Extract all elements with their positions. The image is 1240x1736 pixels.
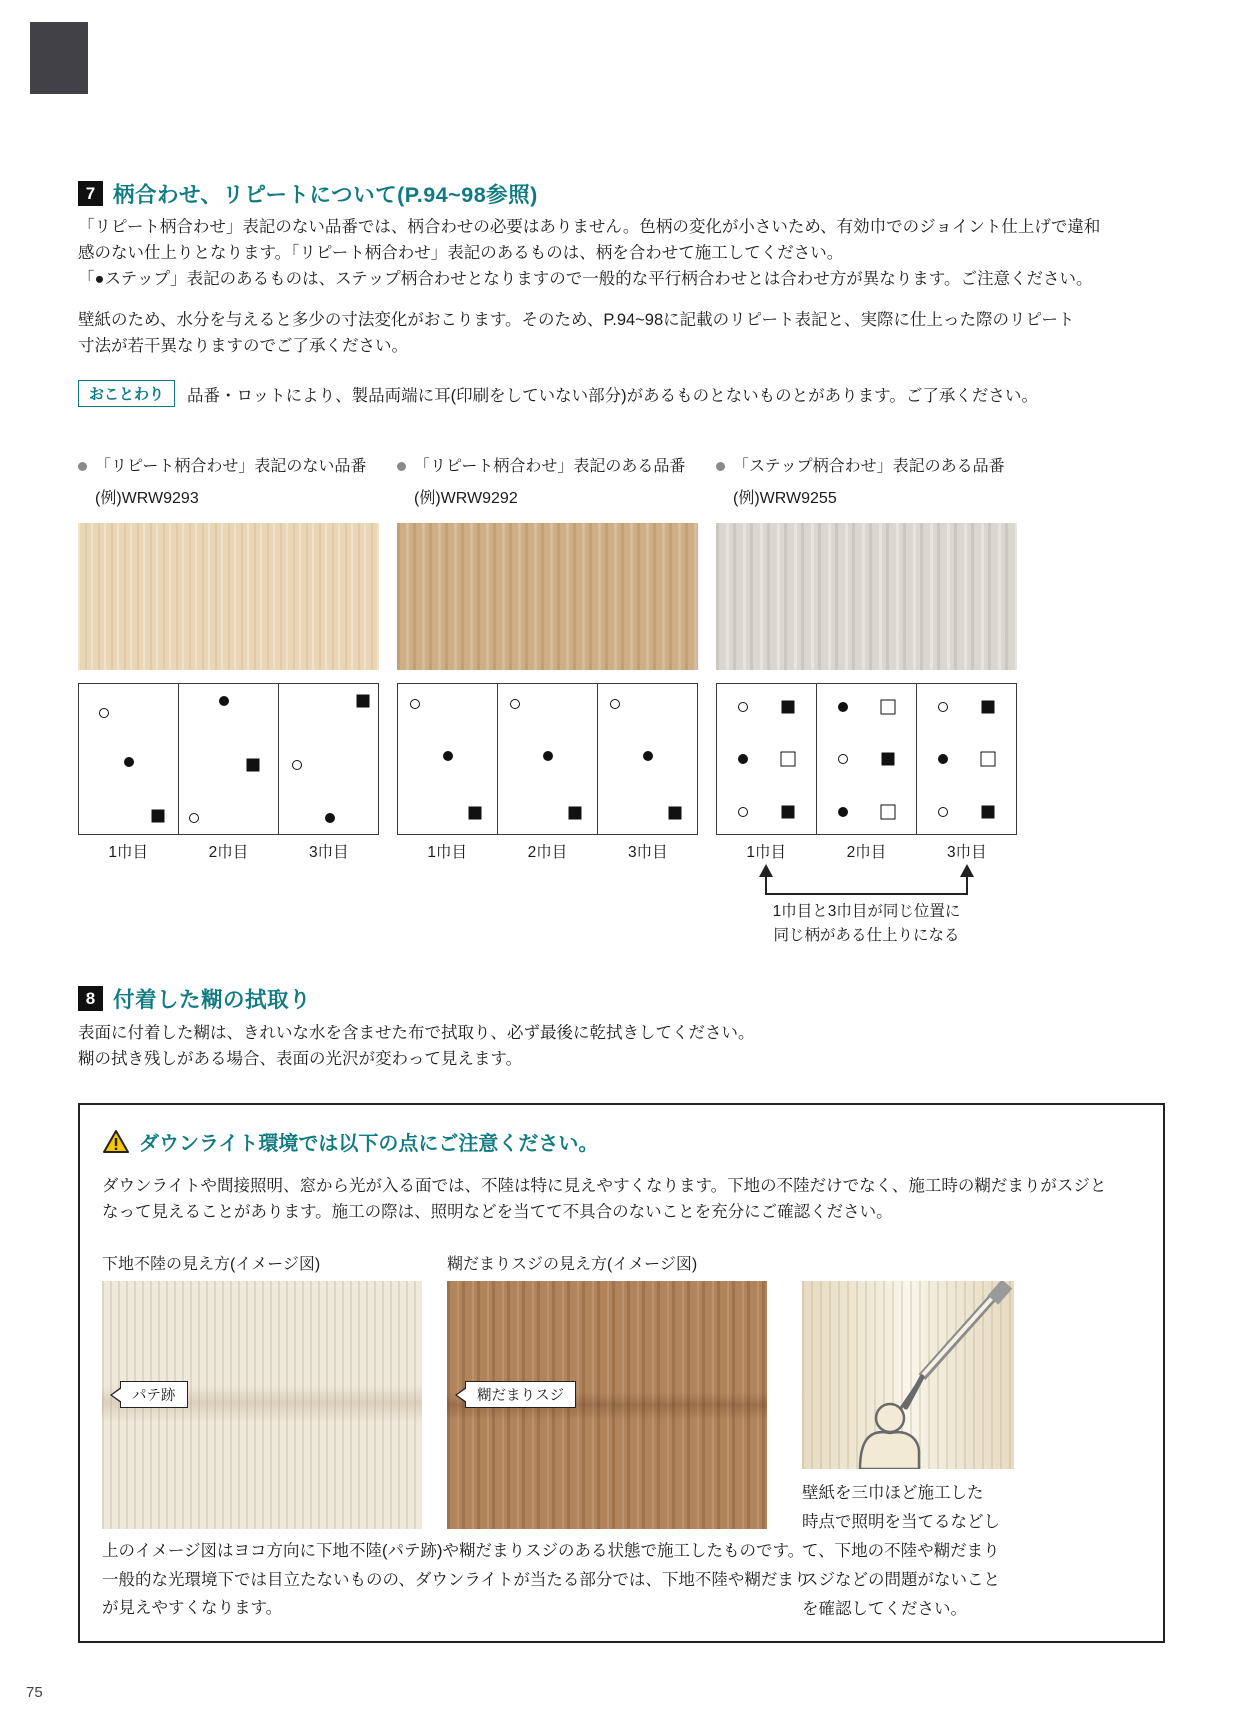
section8-title: 付着した糊の拭取り [113, 988, 312, 1012]
marker-square-filled-icon [882, 753, 895, 766]
same-position-bracket-arrows-icon [716, 864, 1017, 898]
marker-square-filled-icon [782, 805, 795, 818]
strip-labels [716, 840, 1017, 862]
column-heading-text: 「リピート柄合わせ」表記のない品番 [95, 458, 367, 475]
section7-heading [78, 178, 538, 209]
marker-square-filled-icon [152, 810, 165, 823]
warning-title-text: ダウンライト環境では以下の点にご注意ください。 [139, 1133, 599, 1155]
page-corner-mark [30, 22, 88, 94]
paragraph-line: 一般的な光環境下では目立たないものの、ダウンライトが当たる部分では、下地不陸や糊だまり [102, 1570, 811, 1589]
example-code: (例)WRW9255 [733, 490, 837, 507]
marker-circle-filled-icon [643, 751, 653, 761]
wallpaper-texture-sample [78, 523, 379, 670]
installer-check-image [802, 1281, 1014, 1469]
bullet-icon [716, 462, 725, 471]
example-code: (例)WRW9292 [414, 490, 518, 507]
diagram-panel [716, 683, 817, 835]
pattern-diagram [78, 683, 379, 835]
paragraph-line: なって見えることがあります。施工の際は、照明などを当てて不具合のないことを充分にご確認ください。 [102, 1203, 893, 1221]
strip-label: 1巾目 [746, 844, 786, 861]
marker-circle-filled-icon [443, 751, 453, 761]
strip-labels [78, 840, 379, 862]
marker-circle-filled-icon [838, 702, 848, 712]
marker-circle-open-icon [610, 699, 620, 709]
example-column-wrw9255 [716, 456, 1017, 948]
example-column-wrw9292 [397, 456, 698, 948]
marker-square-filled-icon [669, 807, 682, 820]
warning-bottom-paragraph [102, 1537, 810, 1623]
step-annotation [716, 900, 1017, 948]
paragraph-line: 「リピート柄合わせ」表記のない品番では、柄合わせの必要はありません。色柄の変化が小さいため、有効巾でのジョイント仕上げで違和 [78, 218, 1101, 236]
putty-mark-tag: パテ跡 [120, 1381, 188, 1408]
diagram-panel [916, 683, 1017, 835]
example-column-wrw9293 [78, 456, 379, 948]
paragraph-line: が見えやすくなります。 [102, 1599, 283, 1617]
column-heading-text: 「リピート柄合わせ」表記のある品番 [414, 458, 686, 475]
marker-circle-open-icon [938, 702, 948, 712]
column-heading [397, 456, 698, 477]
glue-streak-tag: 糊だまりスジ [465, 1381, 576, 1408]
diagram-panel [816, 683, 917, 835]
marker-circle-open-icon [410, 699, 420, 709]
section7-paragraph2 [78, 307, 1074, 359]
annotation-line: 1巾目と3巾目が同じ位置に [772, 903, 961, 920]
marker-circle-filled-icon [325, 813, 335, 823]
example-code: (例)WRW9293 [95, 490, 199, 507]
paragraph-line: を確認してください。 [802, 1600, 967, 1618]
annotation-line: 同じ柄がある仕上りになる [773, 927, 960, 944]
warning-body [102, 1173, 1106, 1225]
paragraph-line: スジなどの問題がないこと [802, 1571, 1000, 1589]
paragraph-line: 壁紙を三巾ほど施工した [802, 1484, 984, 1502]
strip-label: 2巾目 [846, 844, 887, 861]
marker-square-open-icon [881, 804, 896, 819]
diagram-panel [497, 683, 598, 835]
section8-heading [78, 983, 311, 1014]
marker-circle-open-icon [292, 760, 302, 770]
pattern-diagram [716, 683, 1017, 835]
section7-paragraph1 [78, 214, 1100, 292]
paragraph-line: 上のイメージ図はヨコ方向に下地不陸(パテ跡)や糊だまりスジのある状態で施工したものです。 [102, 1542, 805, 1560]
strip-label: 1巾目 [427, 844, 467, 861]
diagram-panel [178, 683, 279, 835]
marker-square-open-icon [781, 752, 796, 767]
section7-title: 柄合わせ、リピートについて(P.94~98参照) [113, 183, 538, 207]
paragraph-line: 時点で照明を当てるなどし [802, 1513, 1000, 1531]
paragraph-line: 壁紙のため、水分を与えると多少の寸法変化がおこります。そのため、P.94~98に記載のリピート表記と、実際に仕上った際のリピート [78, 311, 1075, 329]
marker-circle-filled-icon [938, 754, 948, 764]
marker-square-open-icon [881, 699, 896, 714]
paragraph-line: ダウンライトや間接照明、窓から光が入る面では、不陸は特に見えやすくなります。下地の不陸だけでなく、施工時の糊だまりがスジと [102, 1177, 1107, 1195]
bullet-icon [78, 462, 87, 471]
marker-circle-open-icon [738, 807, 748, 817]
putty-mark-image [102, 1281, 422, 1529]
paragraph-line: 寸法が若干異なりますのでご了承ください。 [78, 337, 408, 355]
marker-square-filled-icon [982, 700, 995, 713]
pattern-diagram [397, 683, 698, 835]
bullet-icon [397, 462, 406, 471]
column-heading-text: 「ステップ柄合わせ」表記のある品番 [733, 458, 1005, 475]
strip-label: 3巾目 [309, 844, 349, 861]
image-caption-putty: 下地不陸の見え方(イメージ図) [102, 1256, 321, 1273]
glue-streak-image [447, 1281, 767, 1529]
section8-paragraph [78, 1020, 755, 1072]
strip-label: 2巾目 [527, 844, 568, 861]
page-number: 75 [26, 1684, 43, 1701]
column-heading [716, 456, 1017, 477]
marker-circle-open-icon [838, 754, 848, 764]
installer-check-description [802, 1479, 1000, 1624]
marker-circle-open-icon [738, 702, 748, 712]
marker-square-filled-icon [982, 805, 995, 818]
diagram-panel [278, 683, 379, 835]
notice-row [78, 380, 1038, 407]
marker-circle-filled-icon [124, 757, 134, 767]
paragraph-line: 感のない仕上りとなります。「リピート柄合わせ」表記のあるものは、柄を合わせて施工してください。 [78, 244, 844, 262]
warning-icon [102, 1129, 130, 1155]
marker-circle-filled-icon [219, 696, 229, 706]
diagram-panel [78, 683, 179, 835]
strip-label: 1巾目 [108, 844, 148, 861]
marker-circle-open-icon [189, 813, 199, 823]
marker-square-open-icon [981, 752, 996, 767]
strip-labels [397, 840, 698, 862]
strip-label: 3巾目 [628, 844, 668, 861]
marker-square-filled-icon [569, 807, 582, 820]
wallpaper-texture-sample [716, 523, 1017, 670]
marker-square-filled-icon [469, 807, 482, 820]
marker-circle-open-icon [99, 708, 109, 718]
marker-circle-filled-icon [838, 807, 848, 817]
notice-text: 品番・ロットにより、製品両端に耳(印刷をしていない部分)があるものとないものとがあります。ご了承ください。 [187, 386, 1038, 405]
paragraph-line: て、下地の不陸や糊だまり [802, 1542, 1000, 1560]
pattern-example-columns [78, 456, 1017, 948]
column-heading [78, 456, 379, 477]
paragraph-line: 糊の拭き残しがある場合、表面の光沢が変わって見えます。 [78, 1050, 523, 1068]
section-number-badge: 7 [78, 181, 103, 206]
strip-label: 3巾目 [947, 844, 987, 861]
warning-title-row [102, 1127, 598, 1156]
section-number-badge: 8 [78, 986, 103, 1011]
notice-label-box: おことわり [78, 380, 175, 407]
marker-circle-filled-icon [543, 751, 553, 761]
diagram-panel [597, 683, 698, 835]
paragraph-line: 「●ステップ」表記のあるものは、ステップ柄合わせとなりますので一般的な平行柄合わせとは合わせ方が異なります。ご注意ください。 [78, 270, 1093, 288]
diagram-panel [397, 683, 498, 835]
marker-circle-open-icon [510, 699, 520, 709]
marker-square-filled-icon [247, 759, 260, 772]
marker-square-filled-icon [357, 694, 370, 707]
marker-circle-filled-icon [738, 754, 748, 764]
downlight-warning-box [78, 1103, 1165, 1643]
marker-circle-open-icon [938, 807, 948, 817]
marker-square-filled-icon [782, 700, 795, 713]
installer-illustration [802, 1281, 1014, 1469]
image-caption-glue: 糊だまりスジの見え方(イメージ図) [447, 1256, 698, 1273]
strip-label: 2巾目 [208, 844, 249, 861]
paragraph-line: 表面に付着した糊は、きれいな水を含ませた布で拭取り、必ず最後に乾拭きしてください。 [78, 1024, 755, 1042]
wallpaper-texture-sample [397, 523, 698, 670]
